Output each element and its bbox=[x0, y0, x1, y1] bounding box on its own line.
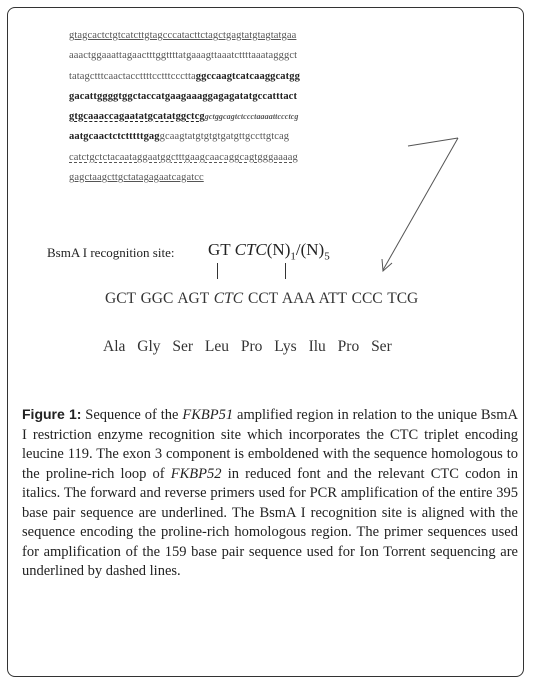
sequence-text: tatagctttcaactaccttttcctttccctta bbox=[69, 70, 196, 82]
sequence-text: catctgctctacaataggaatggctttgaagcaacaggcagtgggaaaag bbox=[69, 151, 298, 163]
alignment-tick-left bbox=[217, 263, 218, 279]
codon-ctc: CTC bbox=[213, 290, 244, 307]
sequence-text: gcaagtatgtgtgtgatgttgccttgtcag bbox=[159, 131, 290, 143]
codon-sequence bbox=[105, 290, 418, 308]
forward-primer: gtagcactctgtcatcttgtagcccatacttctagctgagtatgtagtatgaa bbox=[69, 30, 297, 41]
proline-rich-homologous-sequence: gctggcagtctccctaaaattccctcg bbox=[204, 112, 299, 122]
gene-name: FKBP51 bbox=[182, 407, 234, 423]
codons-before: GCT GGC AGT bbox=[105, 290, 214, 307]
reverse-primer: gagctaagcttgctatagagaatcagatcc bbox=[69, 172, 204, 184]
recognition-site-label: BsmA I recognition site: bbox=[47, 245, 175, 260]
arrow-shaft bbox=[383, 138, 458, 270]
motif-sub5: 5 bbox=[324, 250, 330, 263]
motif-gt: GT bbox=[208, 240, 235, 259]
caption-text: amplified region in relation to the unique BsmA I restriction enzyme recognition site which incorporates the CTC triplet encoding leucine 119. The exon 3 component is emboldened with the sequence homologous to the proline-rich loop of bbox=[22, 407, 518, 482]
recognition-site-motif bbox=[208, 240, 330, 262]
caption-text: Sequence of the bbox=[81, 407, 183, 423]
alignment-tick-right bbox=[285, 263, 286, 279]
figure-caption bbox=[22, 405, 518, 582]
motif-n: (N) bbox=[266, 240, 291, 259]
motif-sub1: 1 bbox=[290, 250, 296, 263]
sequence-text: aaactggaaattagaactttggttttatgaaagttaaatcttttaaatagggct bbox=[69, 50, 298, 62]
motif-ctc: CTC bbox=[234, 240, 267, 259]
amino-acid-sequence: Ala Gly Ser Leu Pro Lys Ilu Pro Ser bbox=[103, 338, 392, 355]
caption-label: Figure 1: bbox=[22, 406, 82, 422]
caption-text: in reduced font and the relevant CTC codon in italics. The forward and reverse primers used for PCR amplification of the entire 395 base pair sequence are underlined. The BsmA I recognition site is aligned with the sequence encoding the proline-rich homologous region. The primer sequences used for amplification of the 159 base pair sequence used for Ion Torrent sequencing are underlined by dashed lines. bbox=[22, 465, 519, 579]
exon3-sequence: gtgcaaaccagaatatgcatatggctcg bbox=[69, 111, 205, 123]
exon3-sequence: aatgcaactctctttttgag bbox=[69, 131, 160, 143]
motif-n5: /(N) bbox=[295, 240, 325, 259]
codons-after: CCT AAA ATT CCC TCG bbox=[243, 290, 419, 307]
exon3-sequence: gacattggggtggctaccatgaagaaaggagagatatgccatttact bbox=[69, 90, 298, 102]
exon3-sequence: ggccaagtcatcaaggcatgg bbox=[195, 70, 300, 82]
arrow-leader bbox=[408, 138, 458, 146]
gene-name: FKBP52 bbox=[170, 465, 222, 482]
